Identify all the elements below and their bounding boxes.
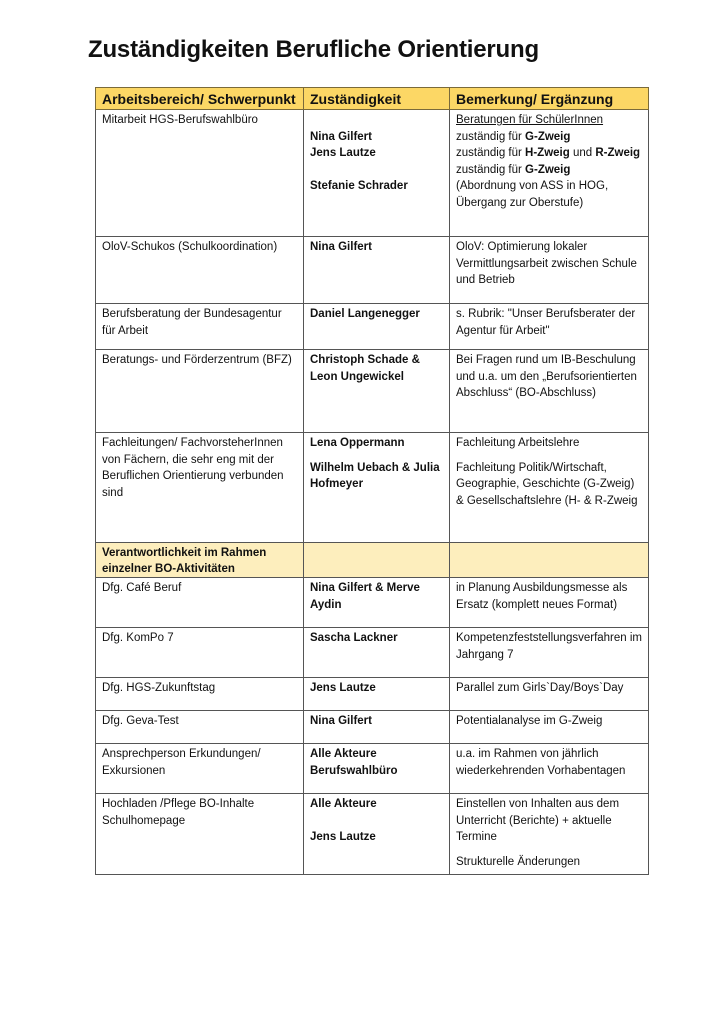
cell-remark [450, 433, 649, 543]
cell-area: Hochladen /Pflege BO-Inhalte Schulhomepage [96, 794, 304, 875]
person: Alle Akteure [310, 798, 377, 810]
cell-area: Ansprechperson Erkundungen/ Exkursionen [96, 744, 304, 794]
cell-area: OloV-Schukos (Schulkoordination) [96, 237, 304, 304]
cell-remark: u.a. im Rahmen von jährlich wiederkehrenden Vorhabentagen [450, 744, 649, 794]
cell-persons [304, 794, 450, 875]
cell-area: Dfg. HGS-Zukunftstag [96, 678, 304, 711]
remark-text: zuständig für [456, 163, 526, 176]
person: Jens Lautze [310, 831, 376, 843]
remark-text: (Abordnung von ASS in HOG, Übergang zur Oberstufe) [456, 180, 609, 209]
table-row [96, 304, 649, 350]
section-title: Verantwortlichkeit im Rahmen einzelner BO-Aktivitäten [96, 543, 304, 578]
header-responsibility: Zuständigkeit [304, 88, 450, 110]
cell-area: Beratungs- und Förderzentrum (BFZ) [96, 350, 304, 433]
table-row [96, 237, 649, 304]
cell-persons: Alle Akteure Berufswahlbüro [304, 744, 450, 794]
remark-text: Einstellen von Inhalten aus dem Unterricht (Berichte) + aktuelle Termine [456, 798, 620, 843]
table-row [96, 578, 649, 628]
table-row [96, 628, 649, 678]
remark-bold: G-Zweig [525, 130, 571, 143]
header-area: Arbeitsbereich/ Schwerpunkt [96, 88, 304, 110]
remark-heading: Beratungen für SchülerInnen [456, 114, 604, 126]
remark-text: Fachleitung Arbeitslehre [456, 437, 580, 449]
cell-persons: Nina Gilfert & Merve Aydin [304, 578, 450, 628]
person: Jens Lautze [310, 147, 376, 159]
table-header-row [96, 88, 649, 110]
page-title: Zuständigkeiten Berufliche Orientierung [88, 36, 539, 63]
cell-area: Dfg. Geva-Test [96, 711, 304, 744]
cell-remark [450, 110, 649, 237]
cell-remark: Potentialanalyse im G-Zweig [450, 711, 649, 744]
table-row [96, 110, 649, 237]
cell-persons [304, 110, 450, 237]
cell-remark: s. Rubrik: "Unser Berufsberater der Agentur für Arbeit" [450, 304, 649, 350]
cell-remark: OloV: Optimierung lokaler Vermittlungsarbeit zwischen Schule und Betrieb [450, 237, 649, 304]
cell-area: Fachleitungen/ FachvorsteherInnen von Fächern, die sehr eng mit der Beruflichen Orientierung verbunden sind [96, 433, 304, 543]
remark-text: zuständig für [456, 130, 526, 143]
cell-persons: Nina Gilfert [304, 237, 450, 304]
cell-remark: Parallel zum Girls`Day/Boys`Day [450, 678, 649, 711]
cell-persons: Nina Gilfert [304, 711, 450, 744]
table-row [96, 794, 649, 875]
cell-persons: Daniel Langenegger [304, 304, 450, 350]
remark-bold: G-Zweig [525, 163, 571, 176]
person: Lena Oppermann [310, 437, 405, 449]
remark-text: Fachleitung Politik/Wirtschaft, Geographie, Geschichte (G-Zweig) & Gesellschaftslehre (H- & R-Zweig [456, 461, 638, 507]
table-row [96, 433, 649, 543]
person: Nina Gilfert [310, 130, 372, 143]
header-remark: Bemerkung/ Ergänzung [450, 88, 649, 110]
section-row [96, 543, 649, 578]
person: Wilhelm Uebach & Julia Hofmeyer [310, 461, 440, 490]
remark-text: und [569, 147, 596, 159]
cell-persons [304, 433, 450, 543]
cell-area: Dfg. KomPo 7 [96, 628, 304, 678]
remark-bold: R-Zweig [595, 147, 641, 159]
responsibilities-table [95, 87, 649, 875]
cell-remark: Kompetenzfeststellungsverfahren im Jahrgang 7 [450, 628, 649, 678]
cell-remark: in Planung Ausbildungsmesse als Ersatz (komplett neues Format) [450, 578, 649, 628]
table-row [96, 711, 649, 744]
cell-remark: Bei Fragen rund um IB-Beschulung und u.a. um den „Berufsorientierten Abschluss“ (BO-Abschluss) [450, 350, 649, 433]
remark-text: Strukturelle Änderungen [456, 855, 581, 868]
table-row [96, 678, 649, 711]
table-row [96, 744, 649, 794]
cell-area: Mitarbeit HGS-Berufswahlbüro [96, 110, 304, 237]
cell-persons: Sascha Lackner [304, 628, 450, 678]
remark-bold: H-Zweig [525, 147, 570, 159]
cell-remark [450, 794, 649, 875]
cell-persons: Jens Lautze [304, 678, 450, 711]
cell-area: Berufsberatung der Bundesagentur für Arbeit [96, 304, 304, 350]
cell-area: Dfg. Café Beruf [96, 578, 304, 628]
remark-text: zuständig für [456, 147, 526, 159]
cell-persons: Christoph Schade & Leon Ungewickel [304, 350, 450, 433]
person: Stefanie Schrader [310, 180, 408, 192]
table-row [96, 350, 649, 433]
